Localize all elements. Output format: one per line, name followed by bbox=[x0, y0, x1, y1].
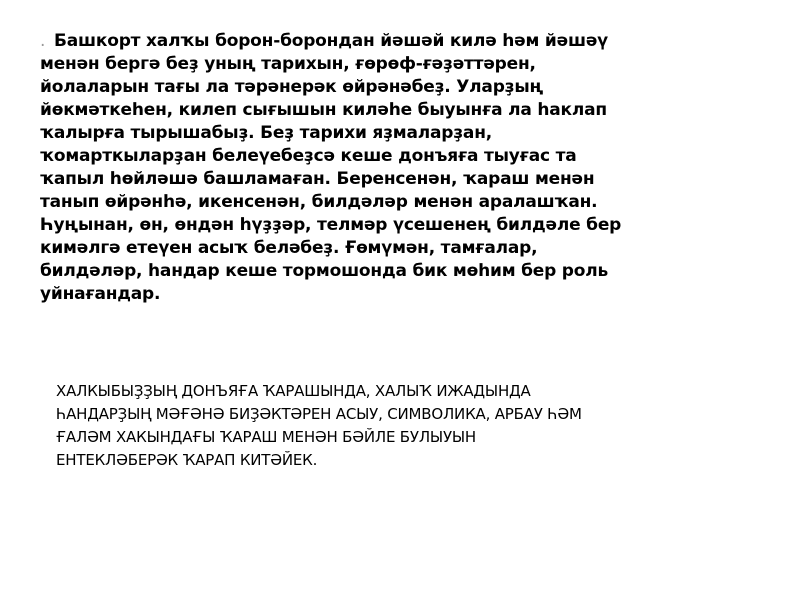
main-paragraph-line: ҡалырға тырышабыҙ. Беҙ тарихи яҙмаларҙан, bbox=[40, 123, 493, 143]
main-paragraph-line: ҡапыл һөйләшә башламаған. Беренсенән, ҡараш менән bbox=[40, 169, 595, 189]
main-paragraph bbox=[40, 30, 760, 306]
main-paragraph-line: йолаларын тағы ла тәрәнерәк өйрәнәбеҙ. Уларҙың bbox=[40, 77, 544, 97]
main-paragraph-line: менән бергә беҙ уның тарихын, ғөрөф-ғәҙәттәрен, bbox=[40, 54, 536, 74]
main-paragraph-line: билдәләр, һандар кеше тормошонда бик мөһим бер роль bbox=[40, 261, 609, 281]
main-paragraph-line: танып өйрәнһә, икенсенән, билдәләр менән аралашҡан. bbox=[40, 192, 598, 212]
bullet-mark: . bbox=[40, 31, 46, 51]
main-paragraph-line: йөкмәткеһен, килеп сығышын киләһе быуынға ла һаклап bbox=[40, 100, 607, 120]
main-paragraph-line: уйнағандар. bbox=[40, 284, 161, 304]
main-paragraph-line: ҡомарткыларҙан белеүебеҙсә кеше донъяға тыуғас та bbox=[40, 146, 577, 166]
main-paragraph-line bbox=[40, 30, 760, 53]
main-paragraph-line: Һуңынан, өн, өндән һүҙҙәр, телмәр үсешенең билдәле бер bbox=[40, 215, 622, 235]
main-paragraph-line-text: Башкорт халҡы борон-борондан йәшәй килә һәм йәшәү bbox=[54, 31, 609, 51]
sub-paragraph-line: ХАЛКЫБЫҘҘЫҢ ДОНЪЯҒА ҠАРАШЫНДА, ХАЛЫҠ ИЖАДЫНДА bbox=[56, 382, 531, 400]
sub-paragraph-line: ЕНТЕКЛӘБЕРӘК ҠАРАП КИТӘЙЕК. bbox=[56, 451, 318, 469]
sub-paragraph-line: ҺАНДАРҘЫҢ МӘҒӘНӘ БИҘӘКТӘРЕН АСЫУ, СИМВОЛИКА, АРБАУ ҺӘМ bbox=[56, 405, 582, 423]
sub-paragraph-line: ҒАЛӘМ ХАКЫНДАҒЫ ҠАРАШ МЕНӘН БӘЙЛЕ БУЛЫУЫН bbox=[56, 428, 477, 446]
main-paragraph-line: кимәлгә етеүен асыҡ беләбеҙ. Ғөмүмән, тамғалар, bbox=[40, 238, 538, 258]
sub-paragraph bbox=[56, 380, 756, 472]
